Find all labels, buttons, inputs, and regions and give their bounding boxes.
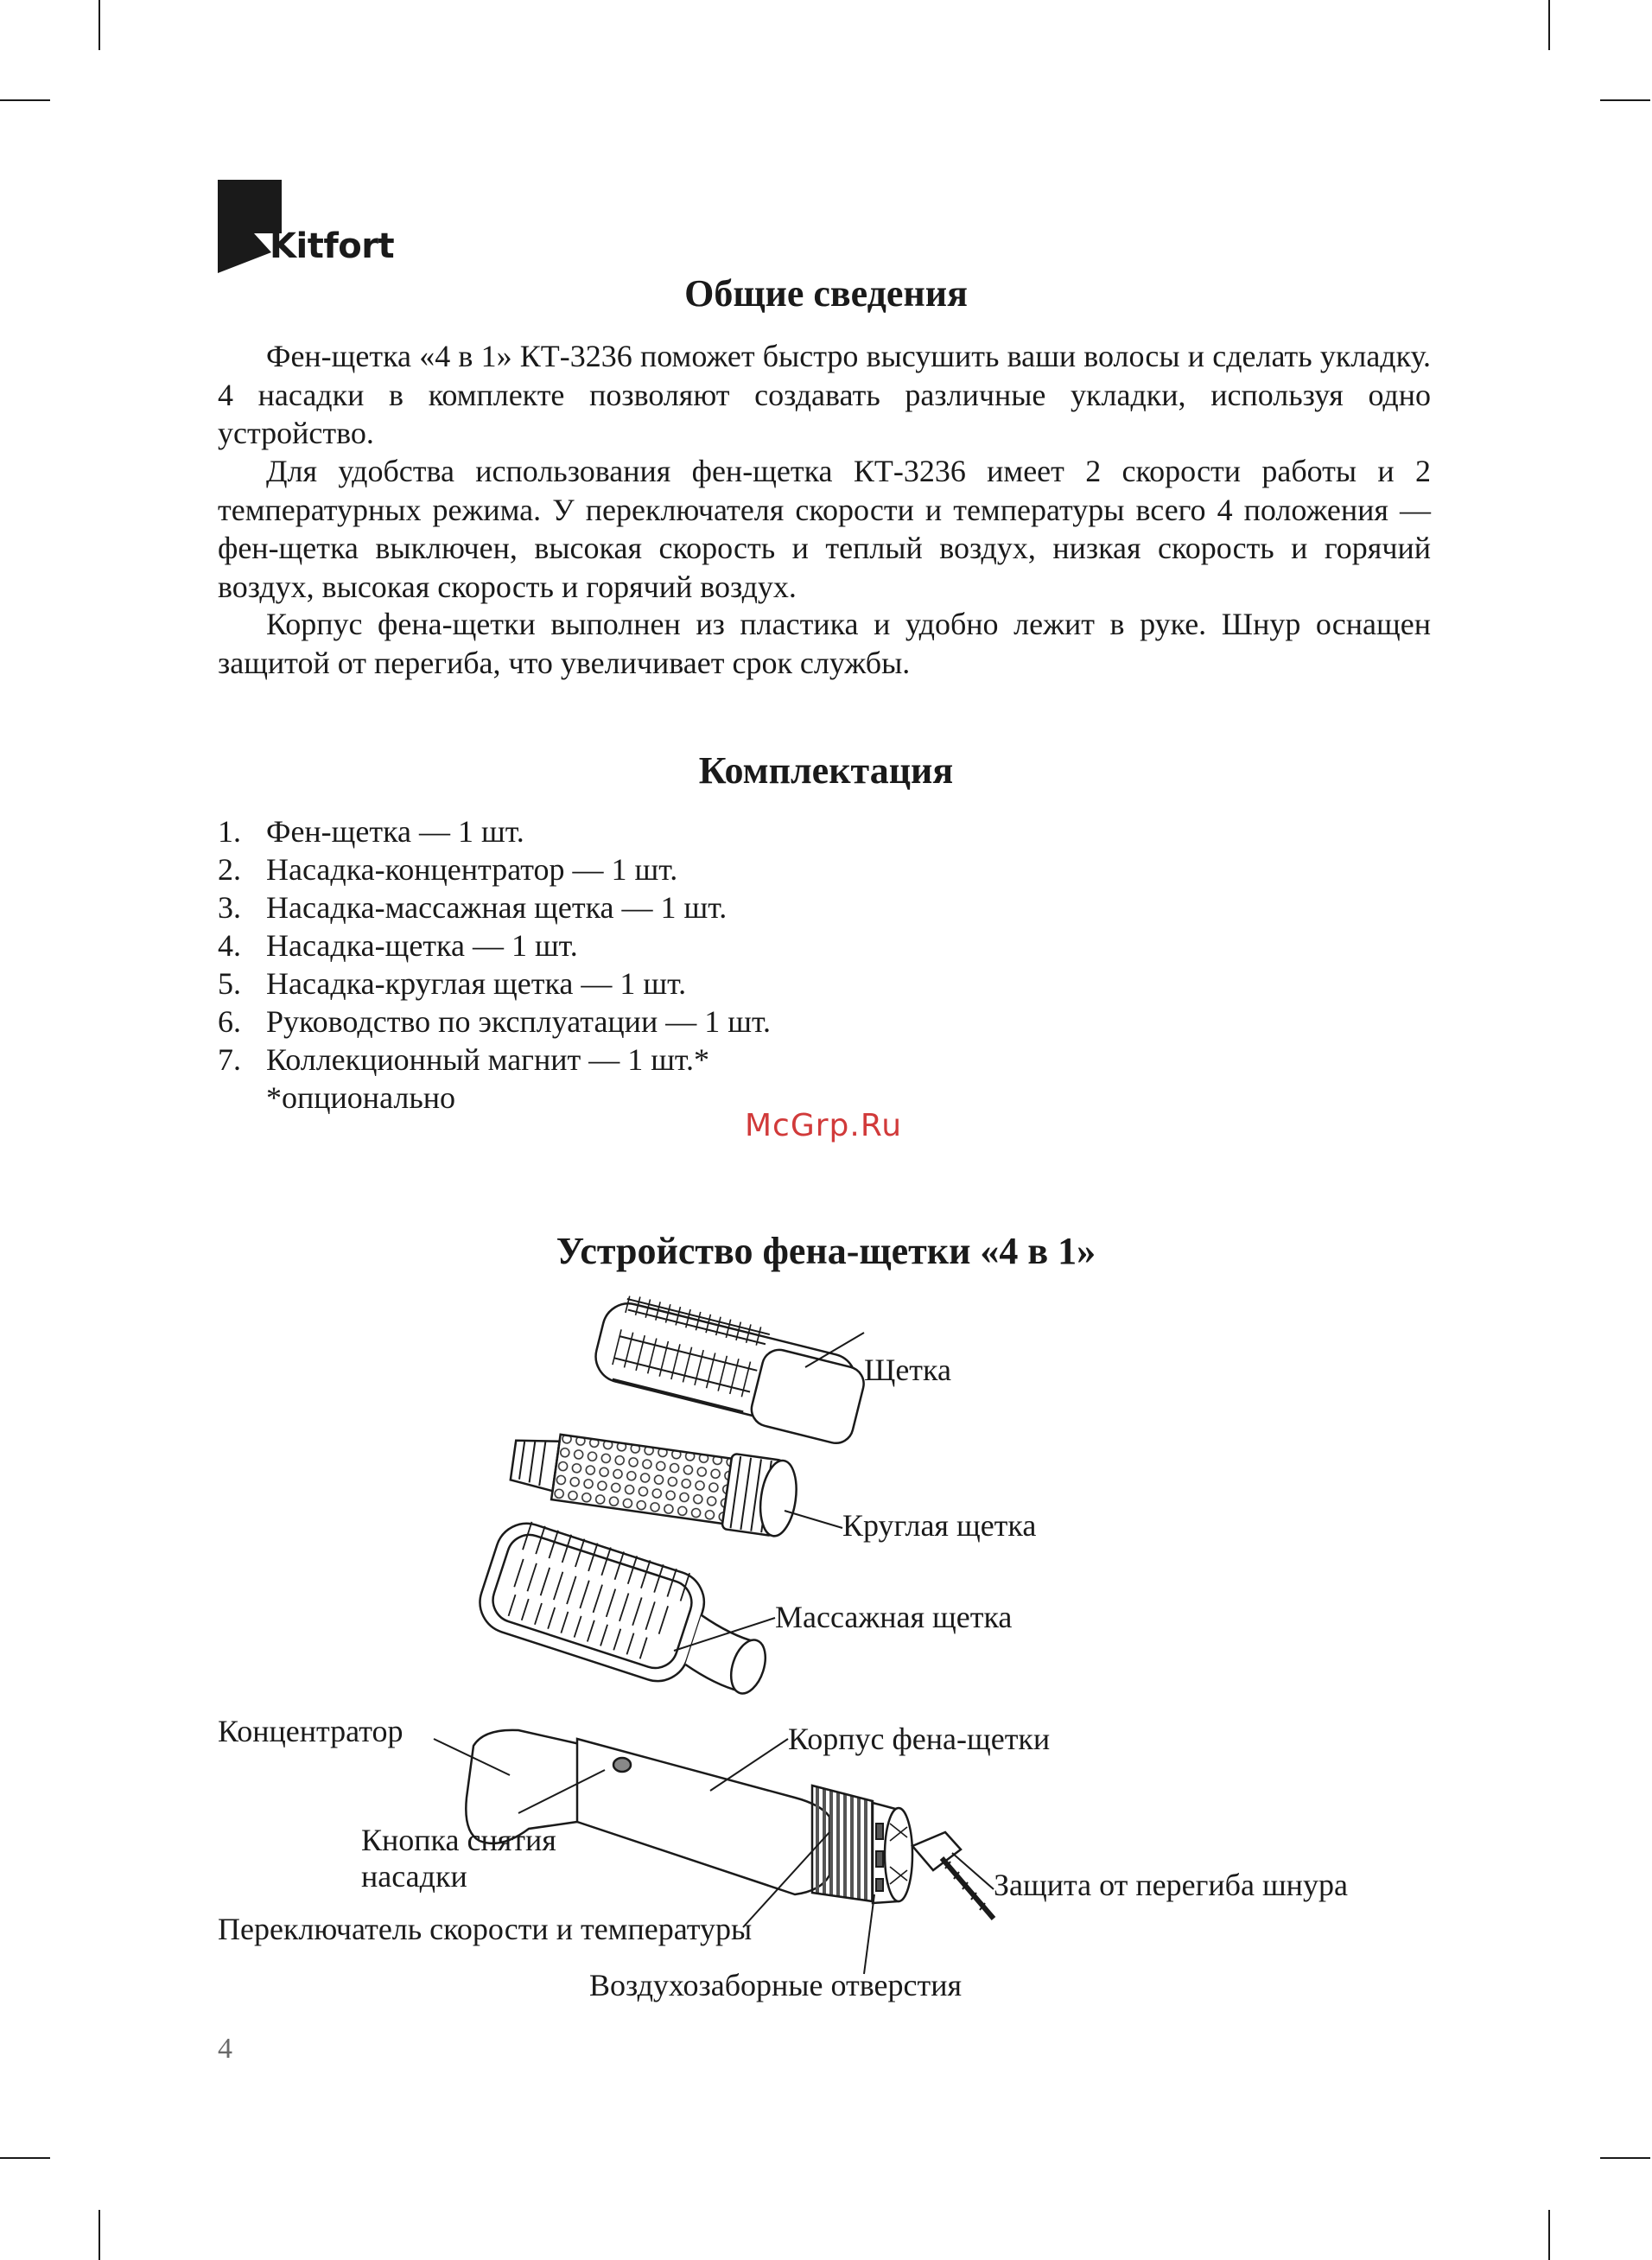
brush-attachment: [588, 1289, 871, 1447]
brand-name: Kitfort: [270, 226, 395, 266]
label-round-brush: Круглая щетка: [842, 1508, 1037, 1543]
list-item: [218, 926, 771, 964]
section-title-device: Устройство фена-щетки «4 в 1»: [556, 1230, 1096, 1272]
label-switch: Переключатель скорости и температуры: [218, 1912, 753, 1946]
list-item-number: 3.: [218, 890, 241, 925]
crop-mark: [98, 2210, 100, 2260]
list-item: [218, 1003, 771, 1041]
label-release-button-line2: насадки: [361, 1859, 467, 1894]
list-item: [218, 964, 771, 1003]
list-item-number: 6.: [218, 1004, 241, 1039]
list-item: [218, 888, 771, 926]
label-concentrator: Концентратор: [218, 1714, 403, 1748]
contents-list: [218, 812, 771, 1117]
watermark: McGrp.Ru: [745, 1108, 903, 1143]
list-item-text: Руководство по эксплуатации — 1 шт.: [266, 1004, 771, 1039]
crop-mark: [0, 99, 50, 101]
list-item-number: 1.: [218, 814, 241, 849]
page-number: 4: [218, 2033, 232, 2065]
list-item-text: Фен-щетка — 1 шт.: [266, 814, 524, 849]
paragraph: Фен-щетка «4 в 1» КТ-3236 поможет быстро высушить ваши волосы и сделать укладку. 4 насадки в комплекте позволяют создавать различные укладки, используя одно устройство.: [218, 339, 1431, 450]
list-item: [218, 850, 771, 888]
massage-brush-attachment: [472, 1514, 785, 1713]
crop-mark: [1600, 99, 1650, 101]
label-massage-brush: Массажная щетка: [775, 1600, 1013, 1634]
list-item-number: 4.: [218, 928, 241, 963]
crop-mark: [1600, 2157, 1650, 2159]
round-brush-attachment: [508, 1423, 801, 1538]
list-item-text: Насадка-массажная щетка — 1 шт.: [266, 890, 728, 925]
label-release-button-line1: Кнопка снятия: [361, 1823, 556, 1857]
paragraph: Корпус фена-щетки выполнен из пластика и удобно лежит в руке. Шнур оснащен защитой от перегиба, что увеличивает срок службы.: [218, 607, 1431, 680]
label-air-intake: Воздухозаборные отверстия: [589, 1968, 963, 2002]
crop-mark: [1548, 2210, 1550, 2260]
label-brush: Щетка: [864, 1353, 951, 1387]
paragraph: Для удобства использования фен-щетка КТ-3236 имеет 2 скорости работы и 2 температурных режима. У переключателя скорости и температуры всего 4 положения — фен-щетка выключен, высокая скорость и теплый воздух, низкая скорость и горячий воздух, высокая скорость и горячий воздух.: [218, 454, 1431, 604]
list-item: [218, 1041, 771, 1079]
list-item-text: Коллекционный магнит — 1 шт.*: [266, 1042, 709, 1077]
list-item-number: 7.: [218, 1042, 241, 1077]
crop-mark: [98, 0, 100, 50]
crop-mark: [0, 2157, 50, 2159]
list-item-text: Насадка-круглая щетка — 1 шт.: [266, 966, 687, 1001]
list-item-text: Насадка-щетка — 1 шт.: [266, 928, 578, 963]
list-item-number: 5.: [218, 966, 241, 1001]
footnote: *опционально: [266, 1080, 456, 1115]
list-item-number: 2.: [218, 852, 241, 887]
label-body: Корпус фена-щетки: [788, 1722, 1051, 1756]
crop-mark: [1548, 0, 1550, 50]
list-item: [218, 812, 771, 850]
section-title-general: Общие сведения: [684, 272, 968, 315]
section-title-contents: Комплектация: [698, 749, 954, 792]
list-item-text: Насадка-концентратор — 1 шт.: [266, 852, 678, 887]
label-release-button: [361, 1822, 556, 1894]
label-cord-protection: Защита от перегиба шнура: [994, 1868, 1348, 1902]
